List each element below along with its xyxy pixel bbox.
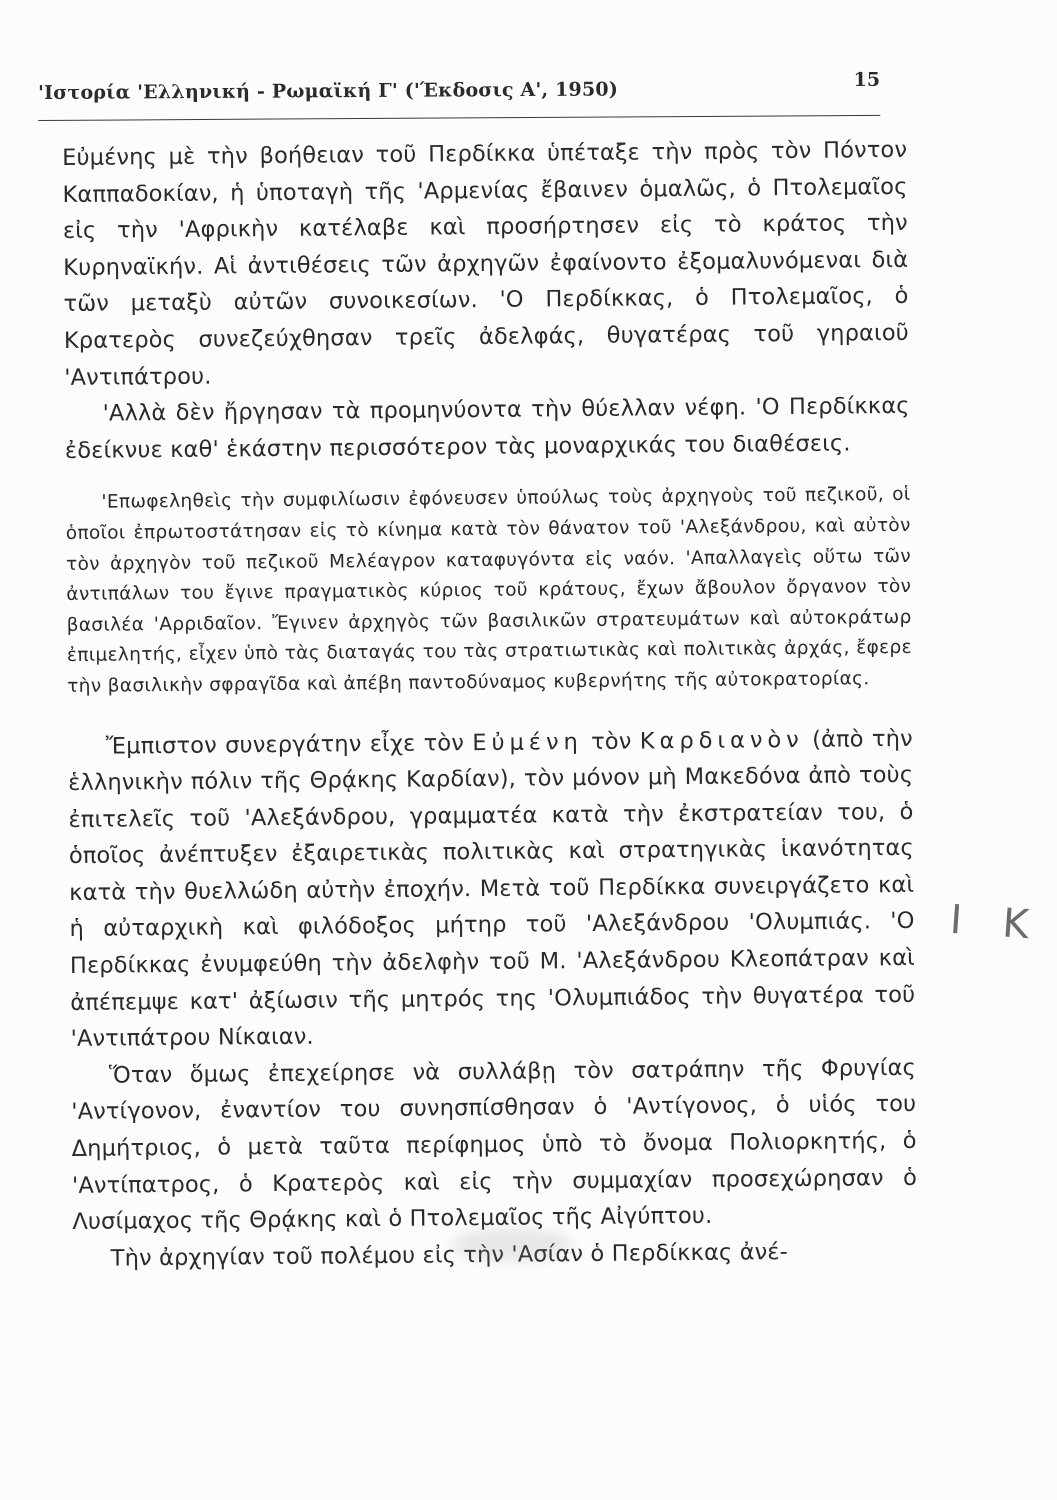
- body-text: [62, 132, 918, 1277]
- paragraph-6: Τὴν ἀρχηγίαν τοῦ πολέμου εἰς τὴν 'Ασίαν ὁ Περδίκκας ἀνέ-: [110, 1238, 789, 1272]
- paragraph-5: Ὅταν ὅμως ἐπεχείρησε νὰ συλλάβῃ τὸν σατράπην τῆς Φρυγίας 'Αντίγονον, ἐναντίον του συνησπίσθησαν ὁ 'Αντίγονος, ὁ υἱός του Δημήτριος, ὁ μετὰ ταῦτα περίφημος ὑπὸ τὸ ὄνομα Πολιορκητής, ὁ 'Αντίπατρος, ὁ Κρατερὸς καὶ εἰς τὴν συμμαχίαν προσεχώρησαν ὁ Λυσίμαχος τῆς Θρᾴκης καὶ ὁ Πτολεμαῖος τῆς Αἰγύπτου.: [71, 1054, 918, 1236]
- ink-smudge: [452, 1228, 572, 1262]
- paragraph-4-lead: Ἔμπιστον συνεργάτην εἶχε τὸν: [105, 729, 473, 760]
- name-kardianos: Καρδιανὸν: [639, 726, 804, 754]
- page-number: 15: [853, 68, 881, 92]
- margin-handwritten-note: I K: [948, 896, 1045, 950]
- running-head: [38, 67, 880, 121]
- paragraph-4: [68, 720, 916, 1057]
- paragraph-4-rest: (ἀπὸ τὴν ἑλληνικὴν πόλιν τῆς Θρᾴκης Καρδίαν), τὸν μόνον μὴ Μακεδόνα ἀπὸ τοὺς ἐπιτελεῖς τοῦ 'Αλεξάνδρου, γραμματέα κατὰ τὴν ἐκστρατείαν του, ὁ ὁποῖος ἀνέπτυξεν ἐξαιρετικὰς πολιτικὰς καὶ στρατηγικὰς ἱκανότητας κατὰ τὴν θυελλώδη αὐτὴν ἐποχήν. Μετὰ τοῦ Περδίκκα συνειργάζετο καὶ ἡ αὐταρχικὴ καὶ φιλόδοξος μήτηρ τοῦ 'Αλεξάνδρου 'Ολυμπιάς. 'Ο Περδίκκας ἐνυμφεύθη τὴν ἀδελφὴν τοῦ Μ. 'Αλεξάνδρου Κλεοπάτραν καὶ ἀπέπεμψε κατ' ἀξίωσιν τῆς μητρός της 'Ολυμπιάδος τὴν θυγατέρα τοῦ 'Αντιπάτρου Νίκαιαν.: [68, 725, 916, 1053]
- paragraph-small-print: 'Επωφεληθεὶς τὴν συμφιλίωσιν ἐφόνευσεν ὑπούλως τοὺς ἀρχηγοὺς τοῦ πεζικοῦ, οἱ ὁποῖοι ἐπρωτοστάτησαν εἰς τὸ κίνημα κατὰ τὸν θάνατον τοῦ 'Αλεξάνδρου, καὶ αὐτὸν τὸν ἀρχηγὸν τοῦ πεζικοῦ Μελέαγρον καταφυγόντα εἰς ναόν. 'Απαλλαγεὶς οὕτω τῶν ἀντιπάλων του ἔγινε πραγματικὸς κύριος τοῦ κράτους, ἔχων ἄβουλον ὄργανον τὸν βασιλέα 'Αρριδαῖον. Ἔγινεν ἀρχηγὸς τῶν βασιλικῶν στρατευμάτων καὶ αὐτοκράτωρ ἐπιμελητής, εἶχεν ὑπὸ τὰς διαταγάς του τὰς στρατιωτικὰς καὶ πολιτικὰς ἀρχάς, ἔφερε τὴν βασιλικὴν σφραγῖδα καὶ ἀπέβη παντοδύναμος κυβερνήτης τῆς αὐτοκρατορίας.: [65, 484, 913, 697]
- running-title: 'Ιστορία 'Ελληνική - Ρωμαϊκή Γ' ('Έκδοσις Α', 1950): [38, 78, 619, 104]
- name-eumenes: Εὐμένη: [472, 728, 583, 756]
- paragraph-1: Εὐμένης μὲ τὴν βοήθειαν τοῦ Περδίκκα ὑπέταξε τὴν πρὸς τὸν Πόντον Καππαδοκίαν, ἡ ὑποταγὴ τῆς 'Αρμενίας ἔβαινεν ὁμαλῶς, ὁ Πτολεμαῖος εἰς τὴν 'Αφρικὴν κατέλαβε καὶ προσήρτησεν εἰς τὸ κράτος τὴν Κυρηναϊκήν. Αἱ ἀντιθέσεις τῶν ἀρχηγῶν ἐφαίνοντο ἐξομαλυνόμεναι διὰ τῶν μεταξὺ αὐτῶν συνοικεσίων. 'Ο Περδίκκας, ὁ Πτολεμαῖος, ὁ Κρατερὸς συνεζεύχθησαν τρεῖς ἀδελφάς, θυγατέρας τοῦ γηραιοῦ 'Αντιπάτρου.: [62, 136, 910, 391]
- paragraph-4-mid: τὸν: [582, 727, 640, 755]
- paragraph-2: 'Αλλὰ δὲν ἤργησαν τὰ προμηνύοντα τὴν θύελλαν νέφη. 'Ο Περδίκκας ἐδείκνυε καθ' ἑκάστην περισσότερον τὰς μοναρχικάς του διαθέσεις.: [64, 393, 910, 464]
